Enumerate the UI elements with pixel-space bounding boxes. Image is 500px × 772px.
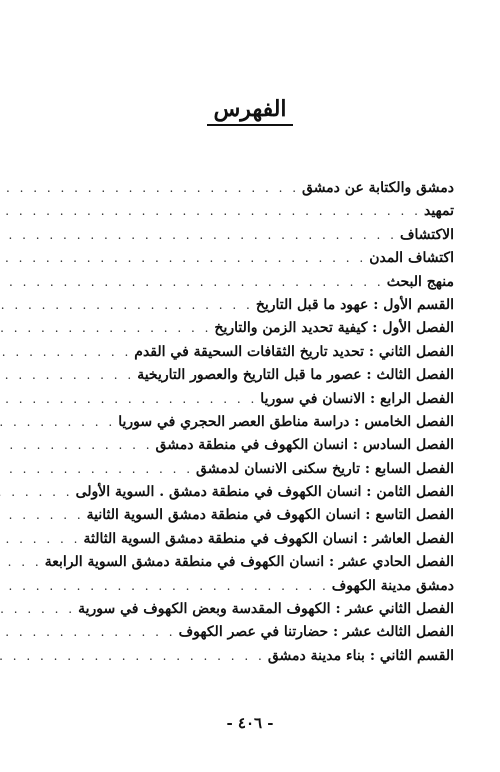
toc-entry: [40, 203, 454, 226]
toc-entry: [40, 297, 454, 320]
toc-entry: [40, 484, 454, 507]
dot-leader: [0, 579, 329, 593]
toc-entry: [40, 391, 454, 414]
dot-leader: [0, 508, 84, 522]
dot-leader: [0, 298, 253, 312]
toc-entry: [40, 414, 454, 437]
entry-title: الفصل التاسع : انسان الكهوف في منطقة دمشق السوية الثانية: [86, 507, 454, 524]
entry-title: الفصل الثامن : انسان الكهوف في منطقة دمشق . السوية الأولى: [75, 484, 454, 501]
dot-leader: [0, 345, 131, 359]
dot-leader: [0, 392, 257, 406]
toc-entry: [40, 180, 454, 203]
toc-entry: [40, 274, 454, 297]
dot-leader: [0, 251, 366, 265]
dot-leader: [0, 485, 73, 499]
toc-entry: [40, 344, 454, 367]
dot-leader: [0, 415, 115, 429]
dot-leader: [0, 275, 384, 289]
entry-title: الفصل الحادي عشر : انسان الكهوف في منطقة دمشق السوية الرابعة: [44, 554, 454, 571]
title-text: الفهرس: [207, 96, 292, 126]
dot-leader: [0, 602, 75, 616]
entry-title: الفصل العاشر : انسان الكهوف في منطقة دمشق السوية الثالثة: [83, 530, 454, 547]
dot-leader: [0, 368, 134, 382]
entry-title: الفصل السادس : انسان الكهوف في منطقة دمشق: [155, 437, 454, 454]
dot-leader: [0, 462, 193, 476]
entry-title: دمشق والكتابة عن دمشق: [302, 180, 454, 196]
dot-leader: [0, 321, 211, 335]
toc-entry: [40, 624, 454, 647]
page-title: [0, 96, 500, 126]
toc-entry: [40, 227, 454, 250]
dot-leader: [0, 555, 42, 569]
dot-leader: [0, 532, 80, 546]
toc-entry: [40, 601, 454, 624]
toc-entry: [40, 367, 454, 390]
toc-entry: [40, 461, 454, 484]
entry-title: الفصل الثاني : تحديد تاريخ الثقافات السحيقة في القدم: [134, 343, 454, 360]
toc-entry: [40, 531, 454, 554]
entry-title: منهج البحث: [386, 273, 454, 290]
dot-leader: [0, 181, 299, 195]
toc-entry: [40, 648, 454, 671]
dot-leader: [0, 625, 176, 639]
toc-entry: [40, 554, 454, 577]
toc-entry: [40, 250, 454, 273]
toc-entry: [40, 320, 454, 343]
toc-entry: [40, 578, 454, 601]
entry-title: الاكتشاف: [399, 226, 454, 243]
entry-title: الفصل الرابع : الانسان في سوريا: [260, 390, 454, 407]
entry-title: اكتشاف المدن: [369, 250, 454, 267]
entry-title: تمهيد: [423, 203, 454, 220]
dot-leader: [0, 204, 421, 218]
dot-leader: [0, 228, 397, 242]
entry-title: الفصل الثالث عشر : حضارتنا في عصر الكهوف: [178, 624, 454, 641]
toc-entry: [40, 507, 454, 530]
page-number-footer: - ٤٠٦ -: [226, 714, 274, 732]
toc-entry: [40, 437, 454, 460]
entry-title: دمشق مدينة الكهوف: [331, 577, 454, 594]
entry-title: القسم الأول : عهود ما قبل التاريخ: [255, 296, 454, 313]
entry-title: الفصل الخامس : دراسة مناطق العصر الحجري في سوريا: [118, 413, 454, 430]
entry-title: الفصل السابع : تاريخ سكنى الانسان لدمشق: [196, 460, 454, 477]
entry-title: الفصل الثاني عشر : الكهوف المقدسة وبعض الكهوف في سورية: [78, 601, 454, 618]
dot-leader: [0, 649, 265, 663]
dot-leader: [0, 438, 153, 452]
entry-title: الفصل الثالث : عصور ما قبل التاريخ والعصور التاريخية: [137, 367, 454, 384]
table-of-contents: [40, 180, 454, 671]
entry-title: القسم الثاني : بناء مدينة دمشق: [267, 647, 454, 664]
entry-title: الفصل الأول : كيفية تحديد الزمن والتاريخ: [214, 320, 454, 337]
